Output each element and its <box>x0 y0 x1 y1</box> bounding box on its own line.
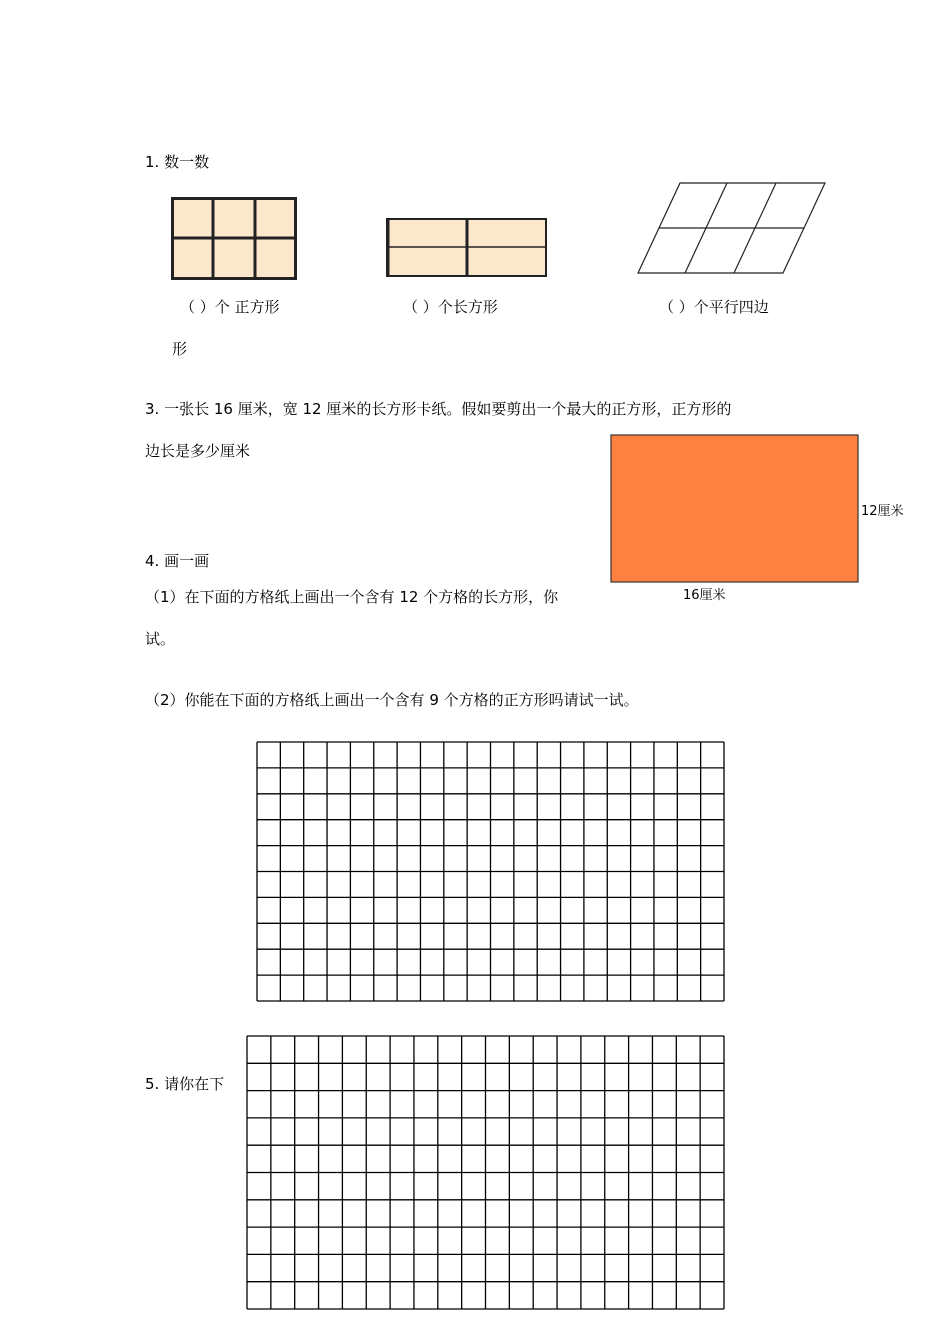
q4-part1-line1: （1）在下面的方格纸上画出一个含有 12 个方格的长方形，你 <box>145 588 559 606</box>
card-width-label: 16厘米 <box>683 588 726 603</box>
squares-figure <box>171 197 297 280</box>
q3-line2: 边长是多少厘米 <box>145 442 251 460</box>
q3-line1: 3. 一张长 16 厘米，宽 12 厘米的长方形卡纸。假如要剪出一个最大的正方形，正方形的 <box>145 400 732 418</box>
parallelograms-figure <box>637 182 827 274</box>
grid-paper-2[interactable] <box>246 1035 726 1311</box>
q4-part1-line2: 试。 <box>145 630 176 648</box>
rectangles-figure <box>386 218 547 277</box>
squares-answer-label: （ ）个 正方形 <box>180 298 280 316</box>
q4-part2: （2）你能在下面的方格纸上画出一个含有 9 个方格的正方形吗请试一试。 <box>145 691 639 709</box>
orange-card <box>610 434 860 584</box>
card-height-label: 12厘米 <box>861 504 904 519</box>
q4-title: 4. 画一画 <box>145 552 210 570</box>
grid-paper-1[interactable] <box>256 741 726 1003</box>
q5-title: 5. 请你在下 <box>145 1075 225 1093</box>
rectangles-answer-label: （ ）个长方形 <box>403 298 498 316</box>
q1-title: 1. 数一数 <box>145 153 210 171</box>
parallelograms-answer-label: （ ）个平行四边 <box>659 298 769 316</box>
parallelograms-label-wrap: 形 <box>172 340 188 358</box>
